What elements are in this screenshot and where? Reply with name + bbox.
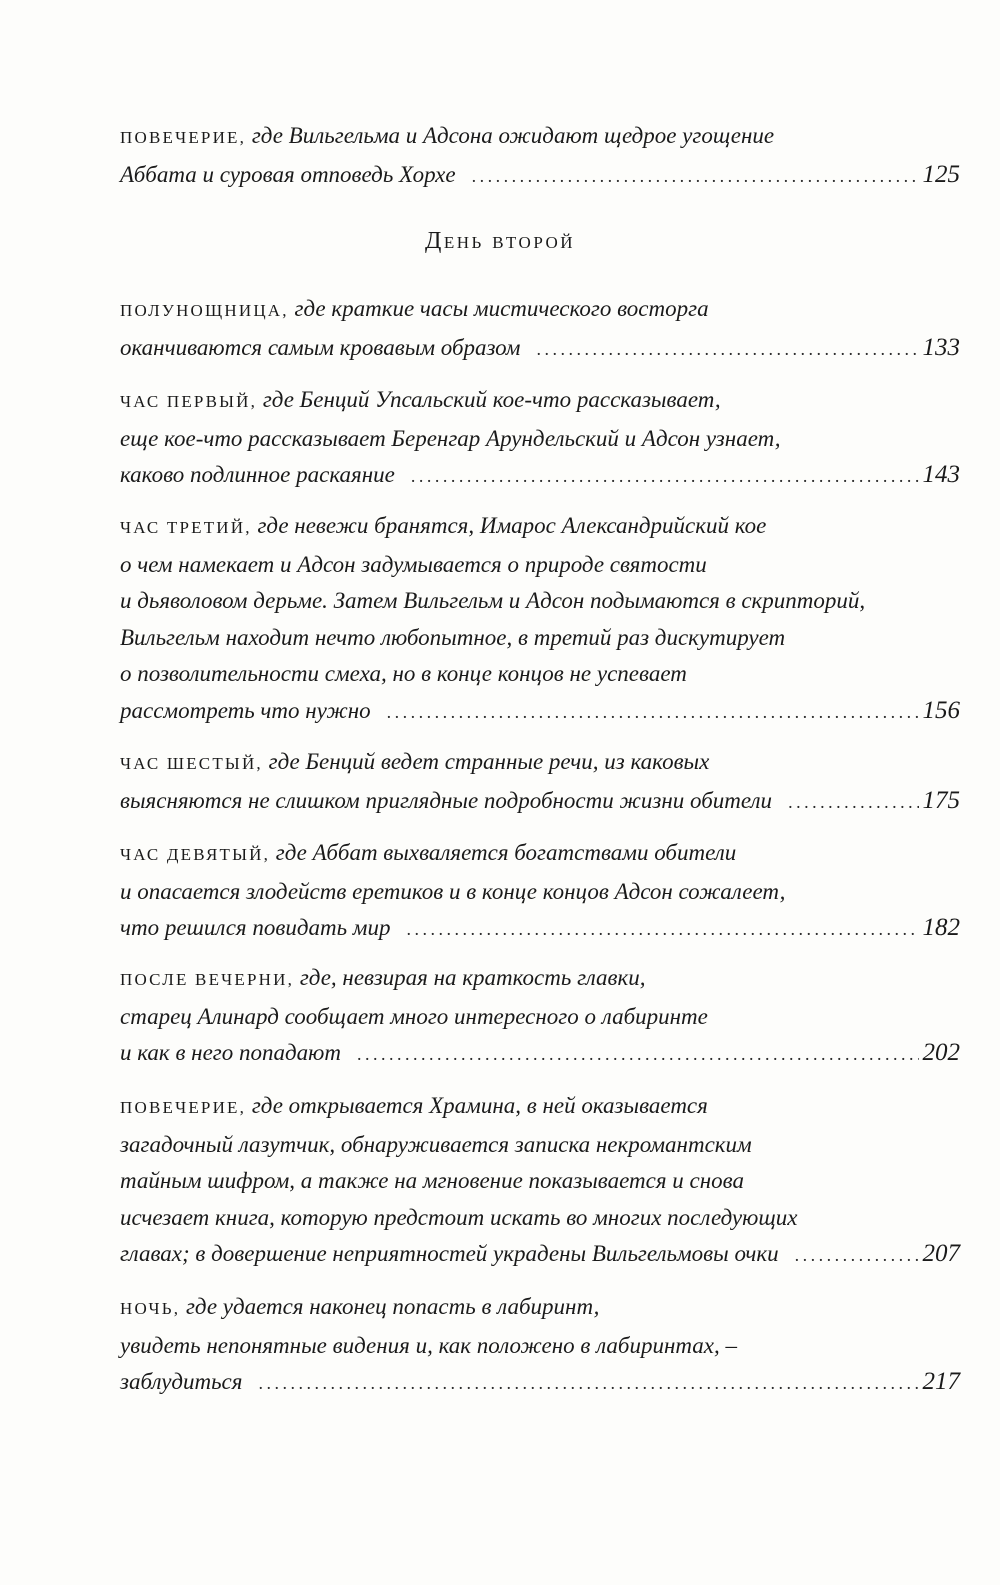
entry-text: исчезает книга, которую предстоит искать во многих последующих bbox=[120, 1204, 798, 1230]
entry-line bbox=[120, 1364, 960, 1402]
page-number: 175 bbox=[922, 786, 960, 814]
dot-leader bbox=[357, 1036, 919, 1073]
entry-text: старец Алинард сообщает много интересного о лабиринте bbox=[120, 1003, 708, 1029]
entry-text: еще кое-что рассказывает Беренгар Арундельский и Адсон узнает, bbox=[120, 425, 781, 451]
toc-entry[interactable] bbox=[120, 960, 960, 1073]
entry-text: главах; в довершение неприятностей украдены Вильгельмовы очки bbox=[120, 1241, 779, 1266]
dot-leader bbox=[472, 158, 919, 195]
toc-entry[interactable] bbox=[120, 382, 960, 495]
entry-line bbox=[120, 118, 960, 157]
entry-line bbox=[120, 656, 960, 693]
entry-line bbox=[120, 583, 960, 620]
entry-line bbox=[120, 999, 960, 1036]
entry-line bbox=[120, 421, 960, 458]
entry-hour: ЧАС ДЕВЯТЫЙ, bbox=[120, 845, 271, 864]
page-number: 207 bbox=[922, 1240, 960, 1267]
entry-line bbox=[120, 508, 960, 547]
toc-entry[interactable] bbox=[120, 291, 960, 367]
entry-line bbox=[120, 1035, 960, 1073]
page-number: 125 bbox=[922, 160, 960, 188]
entry-line bbox=[120, 1127, 960, 1164]
toc-entry[interactable] bbox=[120, 118, 960, 194]
page-number: 143 bbox=[922, 461, 960, 488]
entry-line bbox=[120, 330, 960, 368]
entry-line bbox=[120, 835, 960, 874]
entry-text: что решился повидать мир bbox=[120, 915, 391, 940]
page-number: 133 bbox=[922, 333, 960, 361]
entry-line bbox=[120, 1289, 960, 1328]
entry-hour: ЧАС ПЕРВЫЙ, bbox=[120, 392, 258, 411]
entry-line bbox=[120, 157, 960, 195]
entry-text: Аббата и суровая отповедь Хорхе bbox=[120, 161, 456, 187]
entry-line bbox=[120, 1328, 960, 1365]
entry-line bbox=[120, 291, 960, 330]
dot-leader bbox=[411, 458, 919, 495]
entry-hour: ПОЛУНОЩНИЦА, bbox=[120, 301, 289, 320]
entry-text: где Аббат выхваляется богатствами обители bbox=[275, 840, 737, 865]
toc-entry[interactable] bbox=[120, 744, 960, 820]
toc-entry[interactable] bbox=[120, 508, 960, 730]
entry-text: и дьяволовом дерьме. Затем Вильгельм и Адсон подымаются в скрипторий, bbox=[120, 588, 866, 613]
entry-line bbox=[120, 1200, 960, 1237]
toc-entry[interactable] bbox=[120, 1289, 960, 1402]
entry-text: и опасается злодейств еретиков и в конце концов Адсон сожалеет, bbox=[120, 878, 786, 904]
entry-line bbox=[120, 744, 960, 783]
entry-text: выясняются не слишком приглядные подробности жизни обители bbox=[120, 787, 773, 813]
toc-entry[interactable] bbox=[120, 1088, 960, 1274]
entry-hour: ПОВЕЧЕРИЕ, bbox=[120, 1098, 247, 1117]
entry-line bbox=[120, 382, 960, 421]
entry-hour: ЧАС ТРЕТИЙ, bbox=[120, 518, 252, 537]
entry-line bbox=[120, 1088, 960, 1127]
entry-text: где невежи бранятся, Имарос Александрийский кое bbox=[257, 513, 767, 538]
entry-text: тайным шифром, а также на мгновение показывается и снова bbox=[120, 1168, 744, 1193]
entry-text: Вильгельм находит нечто любопытное, в третий раз дискутирует bbox=[120, 624, 786, 650]
day-heading: День второй bbox=[424, 228, 576, 254]
entry-line bbox=[120, 1163, 960, 1200]
entry-text: рассмотреть что нужно bbox=[120, 697, 371, 723]
entry-text: заблудиться bbox=[120, 1369, 243, 1394]
page-number: 217 bbox=[922, 1368, 960, 1395]
dot-leader bbox=[795, 1237, 919, 1274]
entry-line bbox=[120, 910, 960, 948]
entry-text: увидеть непонятные видения и, как положено в лабиринтах, – bbox=[120, 1332, 738, 1358]
page-number: 202 bbox=[922, 1039, 960, 1066]
page-number: 182 bbox=[922, 914, 960, 941]
entry-line bbox=[120, 547, 960, 584]
entry-hour: ЧАС ШЕСТЫЙ, bbox=[120, 754, 263, 773]
entry-hour: ПОСЛЕ ВЕЧЕРНИ, bbox=[120, 970, 295, 989]
entry-text: где, невзирая на краткость главки, bbox=[299, 965, 646, 990]
toc-entry[interactable] bbox=[120, 835, 960, 948]
entry-text: о позволительности смеха, но в конце концов не успевает bbox=[120, 661, 687, 686]
entry-text: каково подлинное раскаяние bbox=[120, 462, 395, 487]
entry-line bbox=[120, 620, 960, 657]
entry-line bbox=[120, 783, 960, 821]
entry-text: и как в него попадают bbox=[120, 1040, 341, 1065]
entry-text: где Вильгельма и Адсона ожидают щедрое угощение bbox=[251, 123, 775, 148]
dot-leader bbox=[788, 784, 918, 821]
entry-hour: НОЧЬ, bbox=[120, 1299, 181, 1318]
dot-leader bbox=[387, 694, 919, 731]
entry-line bbox=[120, 960, 960, 999]
entry-text: оканчиваются самым кровавым образом bbox=[120, 334, 521, 360]
dot-leader bbox=[536, 331, 918, 368]
page-number: 156 bbox=[922, 696, 960, 724]
dot-leader bbox=[258, 1365, 918, 1402]
entry-text: где краткие часы мистического восторга bbox=[294, 296, 709, 321]
entry-text: где Бенций Упсальский кое-что рассказывает, bbox=[262, 387, 721, 412]
entry-line bbox=[120, 874, 960, 911]
entry-text: где Бенций ведет странные речи, из каковых bbox=[268, 749, 710, 774]
dot-leader bbox=[407, 911, 919, 948]
entry-text: загадочный лазутчик, обнаруживается записка некромантским bbox=[120, 1131, 752, 1157]
entry-line bbox=[120, 693, 960, 731]
entry-hour: ПОВЕЧЕРИЕ, bbox=[120, 128, 247, 147]
entry-line bbox=[120, 1236, 960, 1274]
entry-text: где удается наконец попасть в лабиринт, bbox=[185, 1294, 600, 1319]
entry-text: о чем намекает и Адсон задумывается о природе святости bbox=[120, 551, 707, 577]
entry-text: где открывается Храмина, в ней оказывается bbox=[251, 1093, 708, 1118]
entry-line bbox=[120, 457, 960, 495]
